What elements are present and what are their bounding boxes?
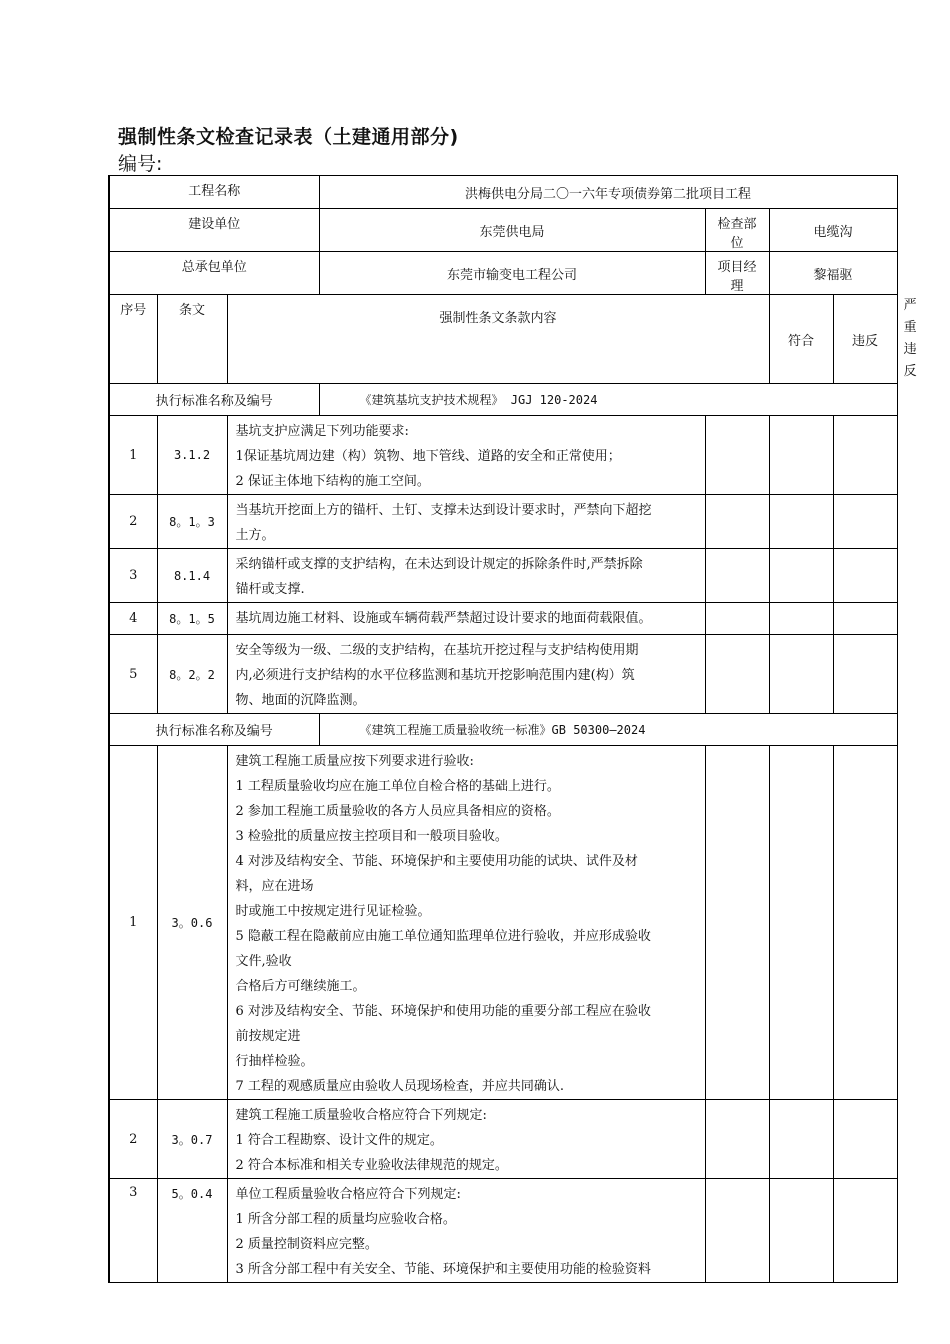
clause-row	[109, 635, 897, 714]
comply-cell[interactable]	[705, 603, 769, 635]
clause-content	[227, 549, 705, 603]
comply-cell[interactable]	[705, 495, 769, 549]
clause-row	[109, 746, 897, 1100]
row-number: 4	[109, 603, 157, 635]
clause-line: 4 对涉及结构安全、节能、环境保护和主要使用功能的试块、试件及材	[235, 854, 638, 869]
clause-number: 8.1.4	[157, 549, 227, 603]
standard-name: 《建筑工程施工质量验收统一标准》GB 50300—2024	[319, 714, 897, 746]
standard-row	[109, 384, 897, 416]
clause-number: 3。0.6	[157, 746, 227, 1100]
severe-cell[interactable]	[833, 416, 897, 495]
clause-line: 2 符合本标准和相关专业验收法律规范的规定。	[235, 1158, 508, 1173]
row-number: 1	[109, 416, 157, 495]
column-header-comply: 符合	[769, 295, 833, 384]
clause-line: 1保证基坑周边建（构）筑物、地下管线、道路的安全和正常使用；	[235, 449, 621, 464]
violate-cell[interactable]	[769, 635, 833, 714]
clause-content	[227, 746, 705, 1100]
clause-line: 物、地面的沉降监测。	[235, 693, 366, 708]
standard-label: 执行标准名称及编号	[109, 714, 319, 746]
project-name-label: 工程名称	[109, 176, 319, 209]
clause-row	[109, 495, 897, 549]
contractor-value: 东莞市输变电工程公司	[319, 252, 705, 295]
clause-line: 文件,验收	[235, 954, 292, 969]
clause-line: 1 工程质量验收均应在施工单位自检合格的基础上进行。	[235, 779, 560, 794]
clause-content	[227, 1179, 705, 1283]
clause-row	[109, 1100, 897, 1179]
owner-label: 建设单位	[109, 209, 319, 252]
violate-cell[interactable]	[769, 746, 833, 1100]
comply-cell[interactable]	[705, 416, 769, 495]
severe-cell[interactable]	[833, 635, 897, 714]
clause-number: 8。1。5	[157, 603, 227, 635]
severe-cell[interactable]	[833, 549, 897, 603]
clause-number: 5。0.4	[157, 1179, 227, 1283]
inspect-part-label: 检查部位	[705, 209, 769, 252]
clause-line: 2 参加工程施工质量验收的各方人员应具备相应的资格。	[235, 804, 560, 819]
violate-cell[interactable]	[769, 416, 833, 495]
clause-line: 安全等级为一级、二级的支护结构，在基坑开挖过程与支护结构使用期	[235, 643, 639, 658]
contractor-label: 总承包单位	[109, 252, 319, 295]
clause-row	[109, 416, 897, 495]
column-header-no: 序号	[109, 295, 157, 384]
project-name-value: 洪梅供电分局二〇一六年专项债券第二批项目工程	[319, 176, 897, 209]
clause-line: 锚杆或支撑.	[235, 582, 305, 597]
clause-line: 2 保证主体地下结构的施工空间。	[235, 474, 430, 489]
clause-line: 前按规定进	[235, 1029, 301, 1044]
violate-cell[interactable]	[769, 495, 833, 549]
clause-line: 时或施工中按规定进行见证检验。	[235, 904, 431, 919]
clause-line: 料，应在进场	[235, 879, 314, 894]
column-header-content: 强制性条文条款内容	[227, 295, 769, 384]
standard-row	[109, 714, 897, 746]
clause-line: 基坑支护应满足下列功能要求:	[235, 424, 409, 439]
clause-number: 3.1.2	[157, 416, 227, 495]
clause-line: 当基坑开挖面上方的锚杆、土钉、支撑未达到设计要求时，严禁向下超挖	[235, 503, 652, 518]
violate-cell[interactable]	[769, 1179, 833, 1283]
clause-line: 基坑周边施工材料、设施或车辆荷载严禁超过设计要求的地面荷载限值。	[235, 611, 652, 626]
manager-label: 项目经理	[705, 252, 769, 295]
inspection-table: 工程名称 洪梅供电分局二〇一六年专项债券第二批项目工程 建设单位 东莞供电局 检查部位 电缆沟 总承包单位 东莞市输变电工程公司 项目经理 黎福驱 序号 条文 强制性条文条款内容 符合 违反 严重违反 执行标准名称及编号 《建筑基坑支护技术规程》 JGJ 120-2024 1 3.1.2 基坑支护应满足下列功能要求: 1保证基坑周边建（构）筑物、地下管线、道路的安全和正常使用； 2 保证主体地下结构的施工空间。 2 8。1。3 当基坑开挖面上方的锚杆、土钉、支撑未达到设计要求时，严禁向下超挖 土方。 3 8.1.4 采纳锚杆或支撑的支护结构，在未达到设计规定的拆除条件时,严禁拆除 锚杆或支撑. 4 8。1。5 基坑周边施工材料、设施或车辆荷载严禁超过设计要求的地面荷载限值。 5 8。2。2 安全等级为一级、二级的支护结构，在基坑开挖过程与支护结构使用期 内,必须进行支护结构的水平位移监测和基坑开挖影响范围内建(构）筑 物、地面的沉降监测。 执行标准名称及编号 《建筑工程施工质量验收统一标准》GB 50300—2024 1 3。0.6 建筑工程施工质量应按下列要求进行验收: 1 工程质量验收均应在施工单位自检合格的基础上进行。 2 参加工程施工质量验收的各方人员应具备相应的资格。 3 检验批的质量应按主控项目和一般项目验收。 4 对涉及结构安全、节能、环境保护和主要使用功能的试块、试件及材 料，应在进场 时或施工中按规定进行见证检验。 5 隐蔽工程在隐蔽前应由施工单位通知监理单位进行验收，并应形成验收 文件,验收 合格后方可继续施工。 6 对涉及结构安全、节能、环境保护和使用功能的重要分部工程应在验收 前按规定进 行抽样检验。 7 工程的观感质量应由验收人员现场检查，并应共同确认. 2 3。0.7 建筑工程施工质量验收合格应符合下列规定: 1 符合工程勘察、设计文件的规定。 2 符合本标准和相关专业验收法律规范的规定。 3 5。0.4 单位工程质量验收合格应符合下列规定: 1 所含分部工程的质量均应验收合格。 2 质量控制资料应完整。 3 所含分部工程中有关安全、节能、环境保护和主要使用功能的检验资料	[108, 175, 898, 1283]
row-number: 2	[109, 1100, 157, 1179]
clause-content	[227, 495, 705, 549]
comply-cell[interactable]	[705, 1100, 769, 1179]
clause-line: 5 隐蔽工程在隐蔽前应由施工单位通知监理单位进行验收，并应形成验收	[235, 929, 651, 944]
clause-content	[227, 603, 705, 635]
violate-cell[interactable]	[769, 603, 833, 635]
clause-line: 采纳锚杆或支撑的支护结构，在未达到设计规定的拆除条件时,严禁拆除	[235, 557, 643, 572]
clause-line: 合格后方可继续施工。	[235, 979, 366, 994]
clause-row	[109, 1179, 897, 1283]
row-number: 1	[109, 746, 157, 1100]
clause-content	[227, 635, 705, 714]
inspect-part-value: 电缆沟	[769, 209, 897, 252]
comply-cell[interactable]	[705, 549, 769, 603]
serial-number-label: 编号:	[118, 153, 163, 175]
clause-content	[227, 416, 705, 495]
comply-cell[interactable]	[705, 1179, 769, 1283]
row-number: 3	[109, 1179, 157, 1283]
clause-line: 3 检验批的质量应按主控项目和一般项目验收。	[235, 829, 508, 844]
clause-line: 6 对涉及结构安全、节能、环境保护和使用功能的重要分部工程应在验收	[235, 1004, 651, 1019]
document-title: 强制性条文检查记录表（土建通用部分)	[118, 126, 459, 148]
comply-cell[interactable]	[705, 746, 769, 1100]
clause-row	[109, 603, 897, 635]
clause-line: 1 符合工程勘察、设计文件的规定。	[235, 1133, 443, 1148]
severe-cell[interactable]	[833, 1179, 897, 1283]
row-number: 3	[109, 549, 157, 603]
clause-number: 8。2。2	[157, 635, 227, 714]
clause-line: 1 所含分部工程的质量均应验收合格。	[235, 1212, 456, 1227]
clause-line: 内,必须进行支护结构的水平位移监测和基坑开挖影响范围内建(构）筑	[235, 668, 635, 683]
standard-name: 《建筑基坑支护技术规程》 JGJ 120-2024	[319, 384, 897, 416]
owner-value: 东莞供电局	[319, 209, 705, 252]
clause-line: 土方。	[235, 528, 275, 543]
comply-cell[interactable]	[705, 635, 769, 714]
clause-row	[109, 549, 897, 603]
severe-cell[interactable]	[833, 1100, 897, 1179]
clause-number: 8。1。3	[157, 495, 227, 549]
clause-line: 建筑工程施工质量验收合格应符合下列规定:	[235, 1108, 487, 1123]
violate-cell[interactable]	[769, 1100, 833, 1179]
column-header-clause: 条文	[157, 295, 227, 384]
row-number: 5	[109, 635, 157, 714]
clause-line: 2 质量控制资料应完整。	[235, 1237, 378, 1252]
clause-line: 行抽样检验。	[235, 1054, 314, 1069]
clause-line: 3 所含分部工程中有关安全、节能、环境保护和主要使用功能的检验资料	[235, 1262, 651, 1277]
row-number: 2	[109, 495, 157, 549]
manager-value: 黎福驱	[769, 252, 897, 295]
clause-line: 建筑工程施工质量应按下列要求进行验收:	[235, 754, 474, 769]
severe-cell[interactable]	[833, 746, 897, 1100]
standard-label: 执行标准名称及编号	[109, 384, 319, 416]
clause-content	[227, 1100, 705, 1179]
violate-cell[interactable]	[769, 549, 833, 603]
clause-line: 单位工程质量验收合格应符合下列规定:	[235, 1187, 461, 1202]
column-header-violate: 违反	[833, 295, 897, 384]
clause-number: 3。0.7	[157, 1100, 227, 1179]
severe-cell[interactable]	[833, 603, 897, 635]
clause-line: 7 工程的观感质量应由验收人员现场检查，并应共同确认.	[235, 1079, 565, 1094]
severe-cell[interactable]	[833, 495, 897, 549]
